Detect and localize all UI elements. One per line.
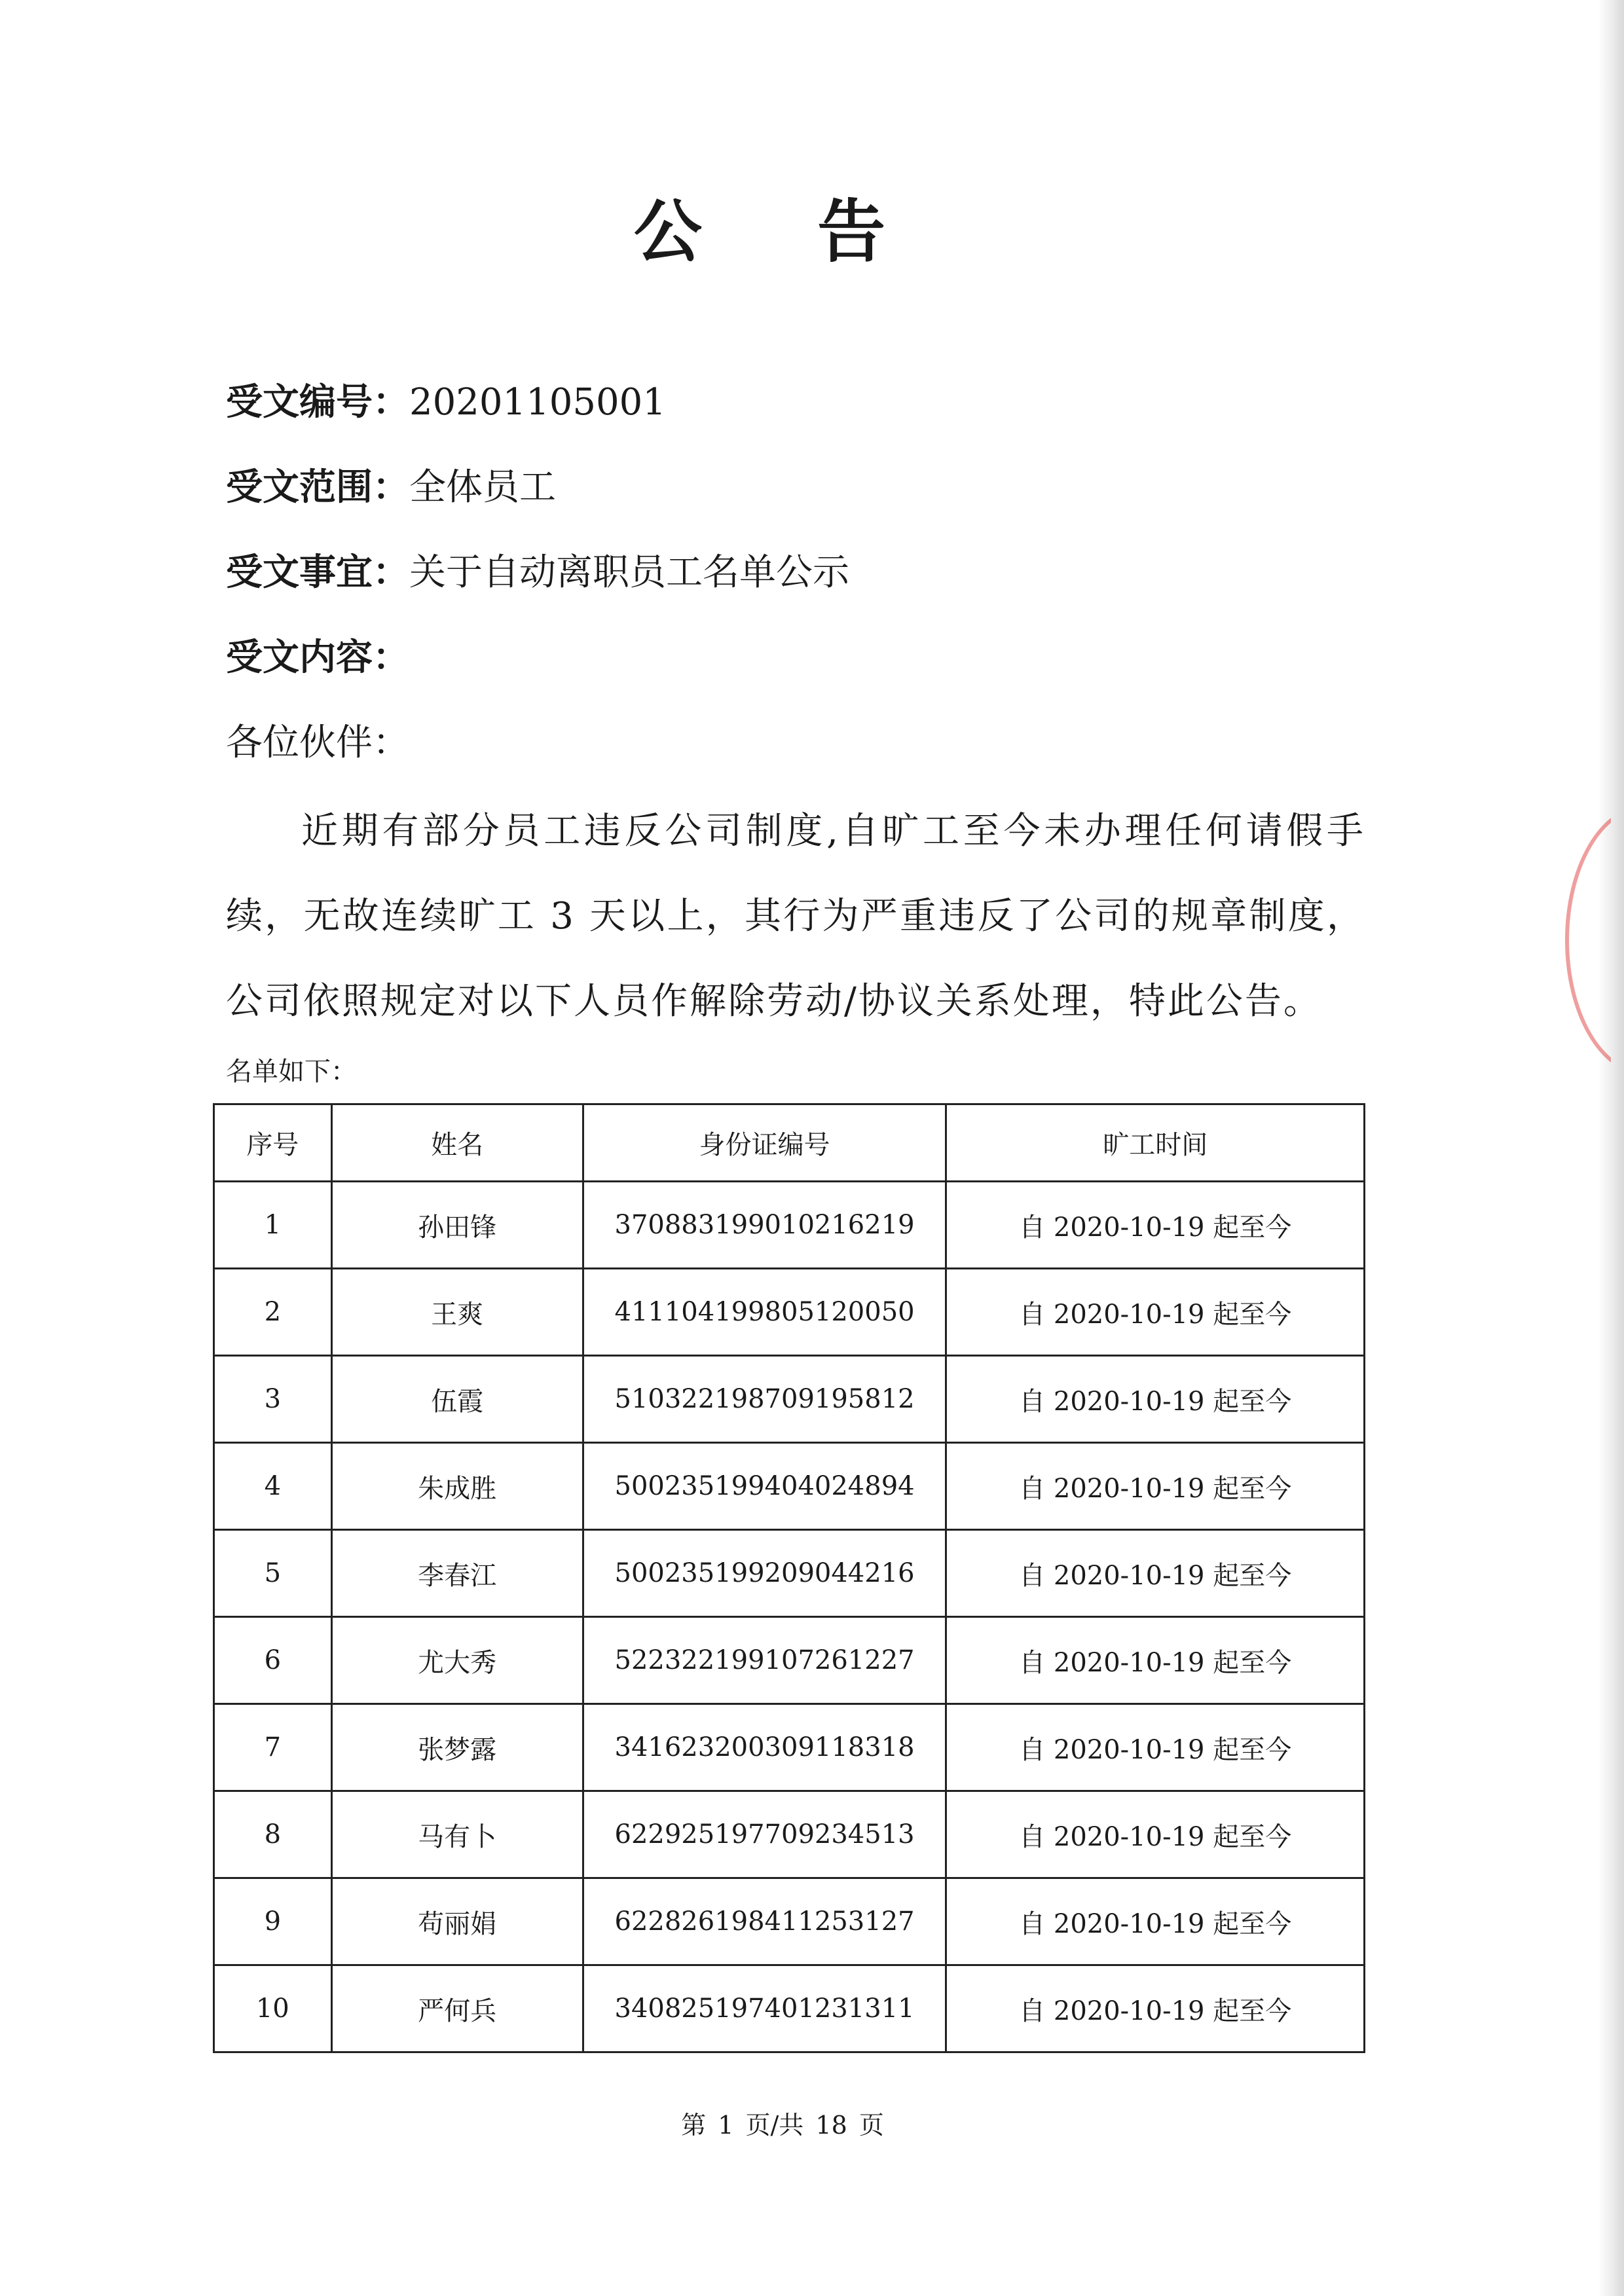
cell-no: 3: [214, 1356, 332, 1443]
field-scope: [226, 458, 556, 511]
cell-no: 10: [214, 1965, 332, 2052]
field-value: 关于自动离职员工名单公示: [409, 551, 849, 594]
field-label: 受文编号：: [226, 380, 409, 424]
cell-name: 苟丽娟: [331, 1878, 583, 1965]
table-row: [214, 1791, 1365, 1878]
cell-time: 自 2020-10-19 起至今: [946, 1791, 1365, 1878]
cell-id: 340825197401231311: [583, 1965, 946, 2052]
cell-id: 622925197709234513: [583, 1791, 946, 1878]
seal-ring: [1565, 805, 1611, 1075]
table-row: [214, 1878, 1365, 1965]
table-row: [214, 1443, 1365, 1530]
field-label: 受文范围：: [226, 465, 409, 509]
cell-id: 370883199010216219: [583, 1182, 946, 1269]
cell-no: 6: [214, 1617, 332, 1704]
cell-id: 411104199805120050: [583, 1269, 946, 1356]
cell-time: 自 2020-10-19 起至今: [946, 1443, 1365, 1530]
cell-time: 自 2020-10-19 起至今: [946, 1704, 1365, 1791]
cell-time: 自 2020-10-19 起至今: [946, 1356, 1365, 1443]
cell-name: 孙田锋: [331, 1182, 583, 1269]
table-row: [214, 1530, 1365, 1617]
cell-name: 朱成胜: [331, 1443, 583, 1530]
cell-name: 李春江: [331, 1530, 583, 1617]
cell-name: 王爽: [331, 1269, 583, 1356]
cell-no: 5: [214, 1530, 332, 1617]
cell-id: 522322199107261227: [583, 1617, 946, 1704]
cell-no: 1: [214, 1182, 332, 1269]
cell-no: 8: [214, 1791, 332, 1878]
cell-time: 自 2020-10-19 起至今: [946, 1182, 1365, 1269]
field-label: 受文事宜：: [226, 551, 409, 594]
cell-name: 严何兵: [331, 1965, 583, 2052]
table-row: [214, 1269, 1365, 1356]
cell-time: 自 2020-10-19 起至今: [946, 1530, 1365, 1617]
cell-time: 自 2020-10-19 起至今: [946, 1617, 1365, 1704]
company-seal-partial: [1562, 805, 1611, 1080]
header-time: 旷工时间: [946, 1104, 1365, 1182]
list-label: 名单如下：: [226, 1057, 357, 1087]
table-row: [214, 1182, 1365, 1269]
field-value: 20201105001: [409, 381, 666, 424]
field-subject: [226, 543, 849, 596]
table-row: [214, 1356, 1365, 1443]
cell-name: 尤大秀: [331, 1617, 583, 1704]
table-header-row: [214, 1104, 1365, 1182]
cell-id: 500235199209044216: [583, 1530, 946, 1617]
cell-time: 自 2020-10-19 起至今: [946, 1878, 1365, 1965]
cell-time: 自 2020-10-19 起至今: [946, 1269, 1365, 1356]
greeting: 各位伙伴：: [226, 721, 409, 764]
dismissal-table: [213, 1103, 1365, 2053]
table-row: [214, 1704, 1365, 1791]
header-id: 身份证编号: [583, 1104, 946, 1182]
field-doc-number: [226, 373, 666, 426]
header-name: 姓名: [331, 1104, 583, 1182]
page-title: 公 告: [633, 191, 932, 272]
cell-no: 9: [214, 1878, 332, 1965]
field-label: 受文内容：: [226, 636, 409, 679]
page-edge-shadow: [1598, 0, 1624, 2296]
cell-id: 500235199404024894: [583, 1443, 946, 1530]
cell-name: 马有卜: [331, 1791, 583, 1878]
table-row: [214, 1617, 1365, 1704]
cell-name: 张梦露: [331, 1704, 583, 1791]
cell-name: 伍霞: [331, 1356, 583, 1443]
body-paragraph: 近期有部分员工违反公司制度,自旷工至今未办理任何请假手续，无故连续旷工 3 天以上，其行为严重违反了公司的规章制度，公司依照规定对以下人员作解除劳动/协议关系处理，特此公告。: [226, 810, 1365, 1023]
cell-no: 2: [214, 1269, 332, 1356]
cell-time: 自 2020-10-19 起至今: [946, 1965, 1365, 2052]
field-content: [226, 629, 409, 681]
cell-id: 622826198411253127: [583, 1878, 946, 1965]
header-no: 序号: [214, 1104, 332, 1182]
page-footer: 第 1 页/共 18 页: [681, 2111, 884, 2140]
cell-no: 7: [214, 1704, 332, 1791]
table-row: [214, 1965, 1365, 2052]
cell-id: 341623200309118318: [583, 1704, 946, 1791]
field-value: 全体员工: [409, 466, 556, 509]
cell-no: 4: [214, 1443, 332, 1530]
cell-id: 510322198709195812: [583, 1356, 946, 1443]
